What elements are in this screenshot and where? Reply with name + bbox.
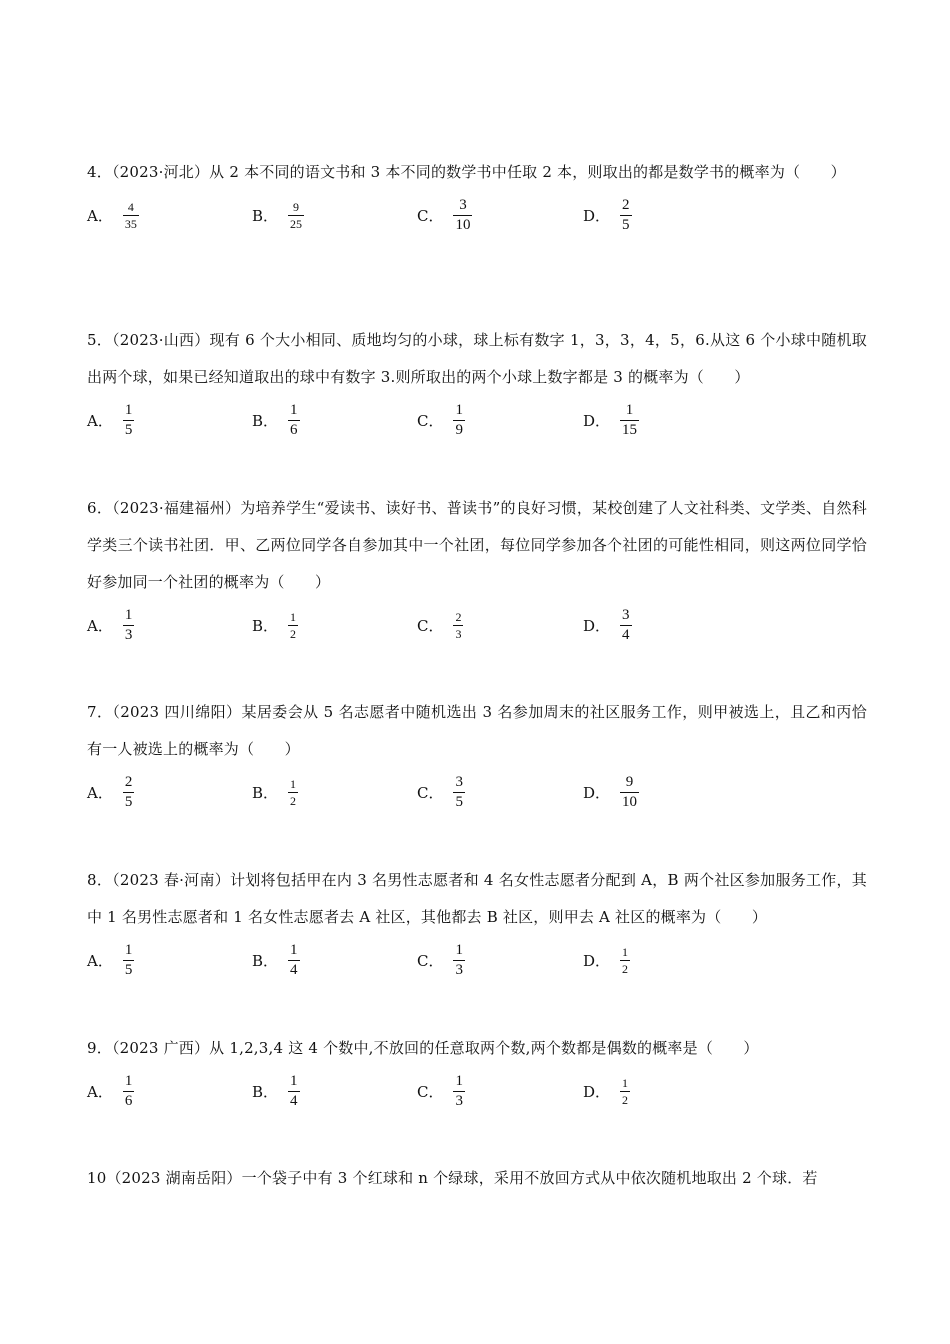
option-c[interactable]: C． $\frac{1}{9}$ [417, 401, 463, 438]
option-d[interactable]: D． $\frac{1}{2}$ [583, 1075, 629, 1107]
options-row [87, 1067, 867, 1115]
question-text: 4．（2023·河北）从 2 本不同的语文书和 3 本不同的数学书中任取 2 本，则取出的都是数学书的概率为（ ） [87, 163, 846, 181]
question-9 [87, 1030, 867, 1115]
fraction: $\frac{1}{5}$ [124, 401, 133, 438]
option-d[interactable]: D． $\frac{1}{2}$ [583, 944, 629, 976]
option-a[interactable]: A． $\frac{1}{6}$ [87, 1072, 133, 1109]
fraction: $\frac{1}{2}$ [290, 609, 297, 641]
option-a[interactable]: A． $\frac{1}{5}$ [87, 941, 133, 978]
fraction: $\frac{2}{5}$ [124, 773, 133, 810]
option-b[interactable]: B． $\frac{1}{2}$ [252, 609, 297, 641]
fraction: $\frac{3}{5}$ [455, 773, 463, 810]
fraction: $\frac{1}{3}$ [124, 606, 133, 643]
fraction: $\frac{1}{3}$ [455, 1072, 463, 1109]
option-b[interactable]: B． $\frac{1}{2}$ [252, 776, 297, 808]
option-c[interactable]: C． $\frac{1}{3}$ [417, 941, 463, 978]
fraction: $\frac{4}{35}$ [124, 199, 137, 231]
fraction: $\frac{9}{10}$ [622, 773, 638, 810]
question-5 [87, 322, 867, 444]
question-text: 5．（2023·山西）现有 6 个大小相同、质地均匀的小球，球上标有数字 1，3，3，4，5，6.从这 6 个小球中随机取出两个球，如果已经知道取出的球中有数字 3.则所取出的两个小球上数字都是 3 的概率为（ ） [87, 331, 867, 386]
question-text: 7．（2023 四川绵阳）某居委会从 5 名志愿者中随机选出 3 名参加周末的社区服务工作，则甲被选上，且乙和丙恰有一人被选上的概率为（ ） [87, 703, 867, 758]
option-d[interactable]: D． $\frac{9}{10}$ [583, 773, 638, 810]
question-text: 6．（2023·福建福州）为培养学生“爱读书、读好书、普读书”的良好习惯，某校创建了人文社科类、文学类、自然科学类三个读书社团．甲、乙两位同学各自参加其中一个社团，每位同学参加各个社团的可能性相同，则这两位同学恰好参加同一个社团的概率为（ ） [87, 499, 867, 591]
fraction: $\frac{1}{2}$ [622, 944, 629, 976]
question-6 [87, 490, 867, 649]
question-text: 8．（2023 春·河南）计划将包括甲在内 3 名男性志愿者和 4 名女性志愿者分配到 A，B 两个社区参加服务工作，其中 1 名男性志愿者和 1 名女性志愿者去 A 社区，其他都去 B 社区，则甲去 A 社区的概率为（ ） [87, 871, 867, 926]
question-8 [87, 862, 867, 984]
fraction: $\frac{1}{2}$ [622, 1075, 629, 1107]
question-7 [87, 694, 867, 816]
fraction: $\frac{1}{15}$ [622, 401, 638, 438]
option-a[interactable]: A． $\frac{1}{3}$ [87, 606, 133, 643]
fraction: $\frac{1}{6}$ [124, 1072, 133, 1109]
fraction: $\frac{3}{4}$ [622, 606, 630, 643]
option-c[interactable]: C． $\frac{1}{3}$ [417, 1072, 463, 1109]
fraction: $\frac{2}{5}$ [622, 196, 630, 233]
option-a[interactable]: A． $\frac{1}{5}$ [87, 401, 133, 438]
option-a[interactable]: A． $\frac{4}{35}$ [87, 199, 137, 231]
question-10 [87, 1160, 867, 1197]
options-row [87, 601, 867, 649]
options-row [87, 936, 867, 984]
options-row [87, 396, 867, 444]
question-text: 9．（2023 广西）从 1,2,3,4 这 4 个数中,不放回的任意取两个数,两个数都是偶数的概率是（ ） [87, 1039, 759, 1057]
fraction: $\frac{3}{10}$ [455, 196, 471, 233]
question-text: 10（2023 湖南岳阳）一个袋子中有 3 个红球和 n 个绿球，采用不放回方式从中依次随机地取出 2 个球．若 [87, 1169, 818, 1187]
fraction: $\frac{2}{3}$ [455, 609, 462, 641]
option-c[interactable]: C． $\frac{2}{3}$ [417, 609, 462, 641]
option-d[interactable]: D． $\frac{2}{5}$ [583, 196, 630, 233]
option-a[interactable]: A． $\frac{2}{5}$ [87, 773, 133, 810]
fraction: $\frac{1}{6}$ [290, 401, 298, 438]
fraction: $\frac{1}{5}$ [124, 941, 133, 978]
fraction: $\frac{1}{3}$ [455, 941, 463, 978]
fraction: $\frac{9}{25}$ [290, 199, 303, 231]
option-b[interactable]: B． $\frac{9}{25}$ [252, 199, 303, 231]
fraction: $\frac{1}{4}$ [290, 941, 298, 978]
option-d[interactable]: D． $\frac{3}{4}$ [583, 606, 630, 643]
option-b[interactable]: B． $\frac{1}{6}$ [252, 401, 298, 438]
fraction: $\frac{1}{9}$ [455, 401, 463, 438]
option-b[interactable]: B． $\frac{1}{4}$ [252, 941, 298, 978]
option-b[interactable]: B． $\frac{1}{4}$ [252, 1072, 298, 1109]
question-4 [87, 154, 867, 239]
option-c[interactable]: C． $\frac{3}{10}$ [417, 196, 471, 233]
options-row [87, 768, 867, 816]
option-c[interactable]: C． $\frac{3}{5}$ [417, 773, 463, 810]
option-d[interactable]: D． $\frac{1}{15}$ [583, 401, 638, 438]
options-row [87, 191, 867, 239]
fraction: $\frac{1}{4}$ [290, 1072, 298, 1109]
fraction: $\frac{1}{2}$ [290, 776, 297, 808]
